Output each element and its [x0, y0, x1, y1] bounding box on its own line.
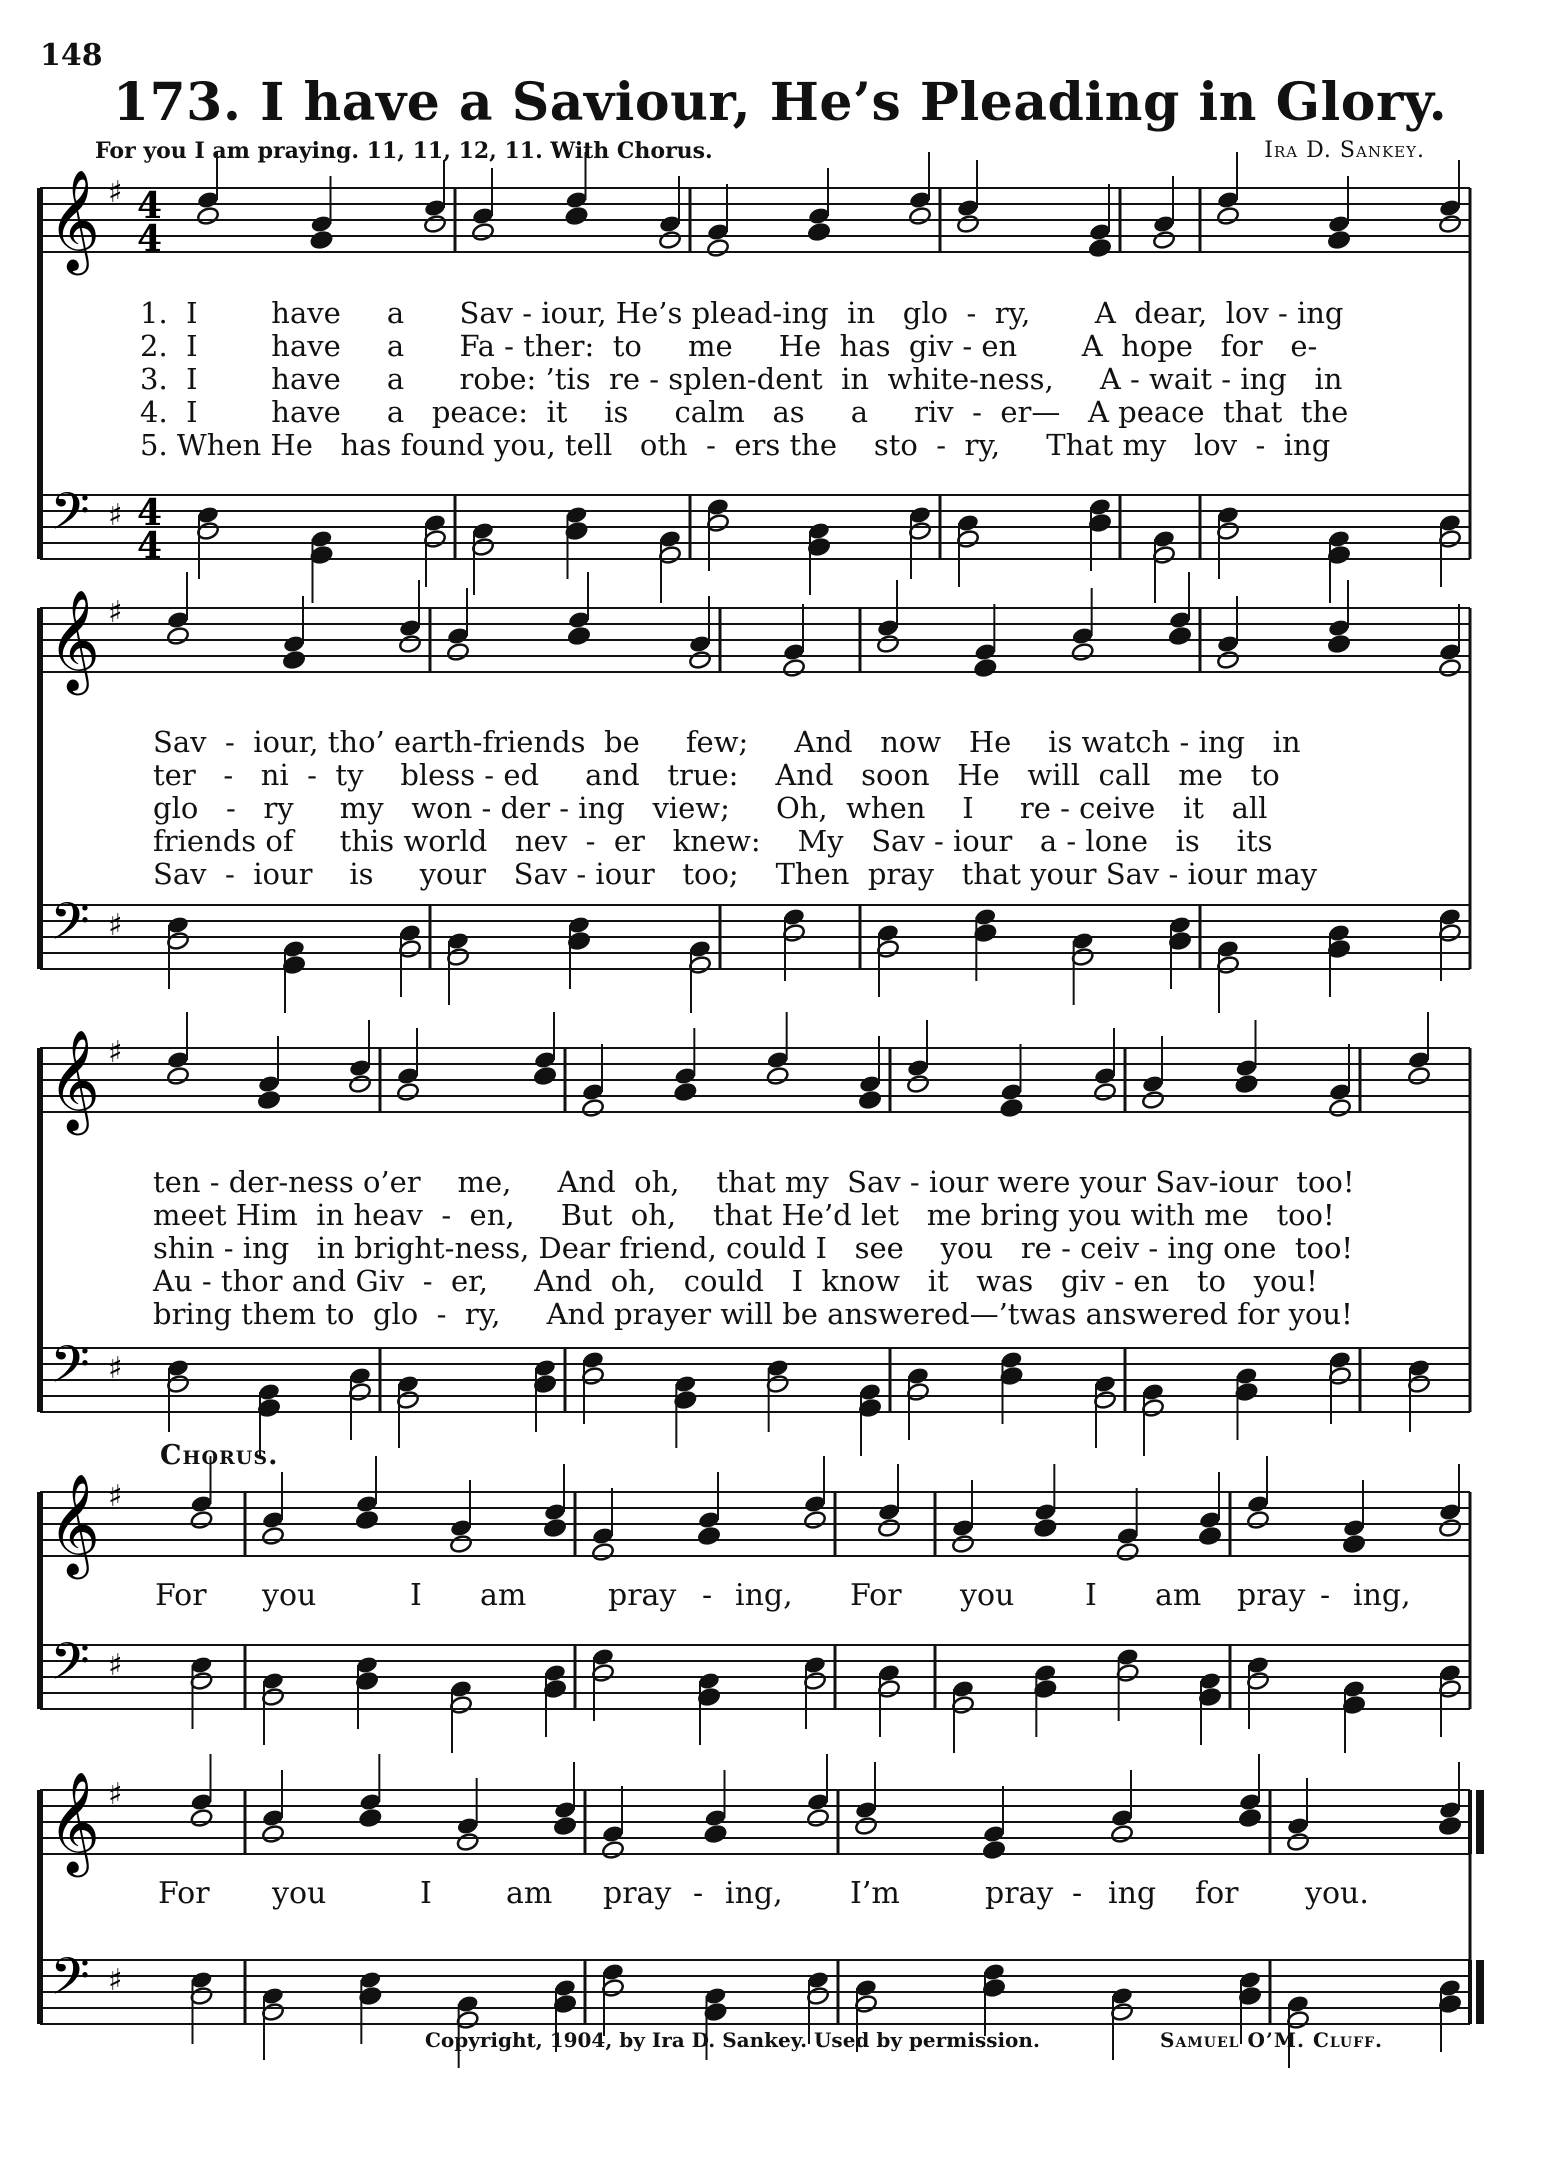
- note-head: [1407, 1066, 1431, 1086]
- note-head: [1438, 658, 1462, 678]
- note-head: [359, 1808, 383, 1828]
- bass-clef-icon: 𝄢: [50, 1631, 90, 1704]
- note-head: [1327, 230, 1351, 250]
- chorus-syllable: ing,: [735, 1578, 793, 1613]
- chorus-syllable: pray: [603, 1876, 672, 1911]
- note-head: [674, 1082, 698, 1102]
- chorus-syllable: I: [410, 1578, 422, 1613]
- note-head: [190, 1808, 214, 1828]
- bass-clef-icon: 𝄢: [50, 1946, 90, 2019]
- note-head: [1093, 1082, 1117, 1102]
- note-head: [261, 1824, 285, 1844]
- chorus-syllable: I: [420, 1876, 432, 1911]
- hymn-title: 173. I have a Saviour, He’s Pleading in Glory.: [112, 72, 1448, 133]
- copyright-notice: Copyright, 1904, by Ira D. Sankey. Used by permission.: [425, 2028, 1040, 2052]
- note-head: [396, 1082, 420, 1102]
- note-head: [190, 1510, 214, 1530]
- lyric-line: Sav - iour, tho’ earth-friends be few; And now He is watch - ing in: [153, 725, 1301, 759]
- note-head: [877, 1518, 901, 1538]
- note-head: [1438, 1518, 1462, 1538]
- chorus-syllable: For: [850, 1578, 902, 1613]
- note-head: [854, 1816, 878, 1836]
- chorus-syllable: For: [158, 1876, 210, 1911]
- note-head: [706, 238, 730, 258]
- treble-clef-icon: 𝄞: [48, 1028, 101, 1131]
- chorus-label: Chorus.: [160, 1440, 279, 1471]
- tune-info: For you I am praying. 11, 11, 12, 11. With Chorus.: [95, 138, 713, 164]
- lyric-line: glo - ry my won - der - ing view; Oh, when I re - ceive it all: [153, 791, 1268, 825]
- note-head: [257, 1090, 281, 1110]
- note-head: [581, 1098, 605, 1118]
- note-head: [1216, 650, 1240, 670]
- note-head: [858, 1090, 882, 1110]
- note-head: [446, 642, 470, 662]
- note-head: [565, 206, 589, 226]
- note-head: [166, 626, 190, 646]
- note-head: [1216, 206, 1240, 226]
- note-head: [310, 230, 334, 250]
- chorus-syllable: am: [506, 1876, 553, 1911]
- note-head: [1328, 1098, 1352, 1118]
- note-head: [282, 650, 306, 670]
- composer-credit: Ira D. Sankey.: [1264, 138, 1425, 163]
- treble-clef-icon: 𝄞: [48, 1472, 101, 1575]
- lyric-line: ter - ni - ty bless - ed and true: And soon He will call me to: [153, 758, 1280, 792]
- sharp-key-signature-icon: ♯: [108, 1479, 123, 1514]
- note-head: [688, 650, 712, 670]
- note-head: [982, 1840, 1006, 1860]
- note-head: [533, 1066, 557, 1086]
- note-head: [1088, 238, 1112, 258]
- note-head: [1071, 642, 1095, 662]
- note-head: [1198, 1526, 1222, 1546]
- time-signature-bottom: 4: [137, 525, 163, 567]
- lyric-line: Sav - iour is your Sav - iour too; Then pray that your Sav - iour may: [153, 857, 1318, 891]
- note-head: [471, 222, 495, 242]
- sharp-key-signature-icon: ♯: [108, 1963, 123, 1998]
- page-number: 148: [40, 38, 103, 73]
- chorus-syllable: pray: [1237, 1578, 1306, 1613]
- chorus-syllable: -: [693, 1876, 704, 1911]
- chorus-syllable: am: [1155, 1578, 1202, 1613]
- note-head: [1286, 1832, 1310, 1852]
- note-head: [398, 634, 422, 654]
- time-signature-top: 4: [137, 492, 163, 534]
- chorus-syllable: I: [1085, 1578, 1097, 1613]
- note-head: [1342, 1534, 1366, 1554]
- note-head: [166, 1066, 190, 1086]
- chorus-syllable: you: [272, 1876, 327, 1911]
- note-head: [1168, 626, 1192, 646]
- note-head: [908, 206, 932, 226]
- chorus-syllable: you: [960, 1578, 1015, 1613]
- note-head: [782, 658, 806, 678]
- lyric-line: ten - der-ness o’er me, And oh, that my Sav - iour were your Sav-iour too!: [153, 1165, 1355, 1199]
- chorus-syllable: you: [262, 1578, 317, 1613]
- lyric-line: bring them to glo - ry, And prayer will be answered—’twas answered for you!: [153, 1297, 1353, 1331]
- lyric-line: Au - thor and Giv - er, And oh, could I know it was giv - en to you!: [153, 1264, 1318, 1298]
- note-head: [423, 214, 447, 234]
- chorus-syllable: ing,: [1353, 1578, 1411, 1613]
- chorus-syllable: pray: [985, 1876, 1054, 1911]
- chorus-syllable: am: [480, 1578, 527, 1613]
- note-head: [456, 1832, 480, 1852]
- note-head: [807, 222, 831, 242]
- lyric-line: 4. I have a peace: it is calm as a riv - er— A peace that the: [140, 395, 1349, 429]
- sharp-key-signature-icon: ♯: [108, 1035, 123, 1070]
- note-head: [766, 1066, 790, 1086]
- chorus-syllable: ing: [1108, 1876, 1157, 1911]
- note-head: [261, 1526, 285, 1546]
- note-head: [1327, 634, 1351, 654]
- sharp-key-signature-icon: ♯: [108, 595, 123, 630]
- note-head: [601, 1840, 625, 1860]
- note-head: [697, 1526, 721, 1546]
- note-head: [1238, 1808, 1262, 1828]
- sharp-key-signature-icon: ♯: [108, 498, 123, 533]
- note-head: [803, 1510, 827, 1530]
- note-head: [1141, 1090, 1165, 1110]
- treble-clef-icon: 𝄞: [48, 1770, 101, 1873]
- treble-clef-icon: 𝄞: [48, 168, 101, 271]
- time-signature-top: 4: [137, 185, 163, 227]
- chorus-syllable: for: [1195, 1876, 1239, 1911]
- lyric-line: friends of this world nev - er knew: My Sav - iour a - lone is its: [153, 824, 1273, 858]
- note-head: [543, 1518, 567, 1538]
- chorus-syllable: -: [1320, 1578, 1331, 1613]
- note-head: [567, 626, 591, 646]
- sharp-key-signature-icon: ♯: [108, 1351, 123, 1386]
- sharp-key-signature-icon: ♯: [108, 175, 123, 210]
- note-head: [876, 634, 900, 654]
- lyric-line: 2. I have a Fa - ther: to me He has giv - en A hope for e-: [140, 329, 1318, 363]
- note-head: [806, 1808, 830, 1828]
- note-head: [1235, 1074, 1259, 1094]
- note-head: [449, 1534, 473, 1554]
- chorus-syllable: -: [1072, 1876, 1083, 1911]
- chorus-syllable: pray: [608, 1578, 677, 1613]
- note-head: [1034, 1518, 1058, 1538]
- note-head: [1110, 1824, 1134, 1844]
- note-head: [196, 206, 220, 226]
- note-head: [1438, 1816, 1462, 1836]
- lyric-line: 5. When He has found you, tell oth - ers the sto - ry, That my lov - ing: [140, 428, 1331, 462]
- note-head: [1116, 1542, 1140, 1562]
- sharp-key-signature-icon: ♯: [108, 908, 123, 943]
- note-head: [704, 1824, 728, 1844]
- note-head: [974, 658, 998, 678]
- bass-clef-icon: 𝄢: [50, 481, 90, 554]
- chorus-syllable: ing,: [725, 1876, 783, 1911]
- note-head: [348, 1074, 372, 1094]
- lyric-line: shin - ing in bright-ness, Dear friend, could I see you re - ceiv - ing one too!: [153, 1231, 1354, 1265]
- note-head: [951, 1534, 975, 1554]
- chorus-syllable: -: [702, 1578, 713, 1613]
- note-head: [591, 1542, 615, 1562]
- lyricist-credit: Samuel O’M. Cluff.: [1160, 2028, 1383, 2052]
- note-head: [1246, 1510, 1270, 1530]
- note-head: [553, 1816, 577, 1836]
- note-head: [1152, 230, 1176, 250]
- sharp-key-signature-icon: ♯: [108, 1777, 123, 1812]
- lyric-line: 3. I have a robe: ’tis re - splen-dent in white-ness, A - wait - ing in: [140, 362, 1343, 396]
- note-head: [956, 214, 980, 234]
- lyric-line: 1. I have a Sav - iour, He’s plead-ing in glo - ry, A dear, lov - ing: [140, 296, 1344, 330]
- bass-clef-icon: 𝄢: [50, 891, 90, 964]
- treble-clef-icon: 𝄞: [48, 588, 101, 691]
- lyric-line: meet Him in heav - en, But oh, that He’d let me bring you with me too!: [153, 1198, 1335, 1232]
- sharp-key-signature-icon: ♯: [108, 1648, 123, 1683]
- note-head: [658, 230, 682, 250]
- bass-clef-icon: 𝄢: [50, 1334, 90, 1407]
- time-signature-bottom: 4: [137, 218, 163, 260]
- note-head: [1000, 1098, 1024, 1118]
- chorus-syllable: For: [155, 1578, 207, 1613]
- chorus-syllable: I’m: [850, 1876, 900, 1911]
- note-head: [906, 1074, 930, 1094]
- note-head: [1438, 214, 1462, 234]
- note-head: [355, 1510, 379, 1530]
- chorus-syllable: you.: [1305, 1876, 1369, 1911]
